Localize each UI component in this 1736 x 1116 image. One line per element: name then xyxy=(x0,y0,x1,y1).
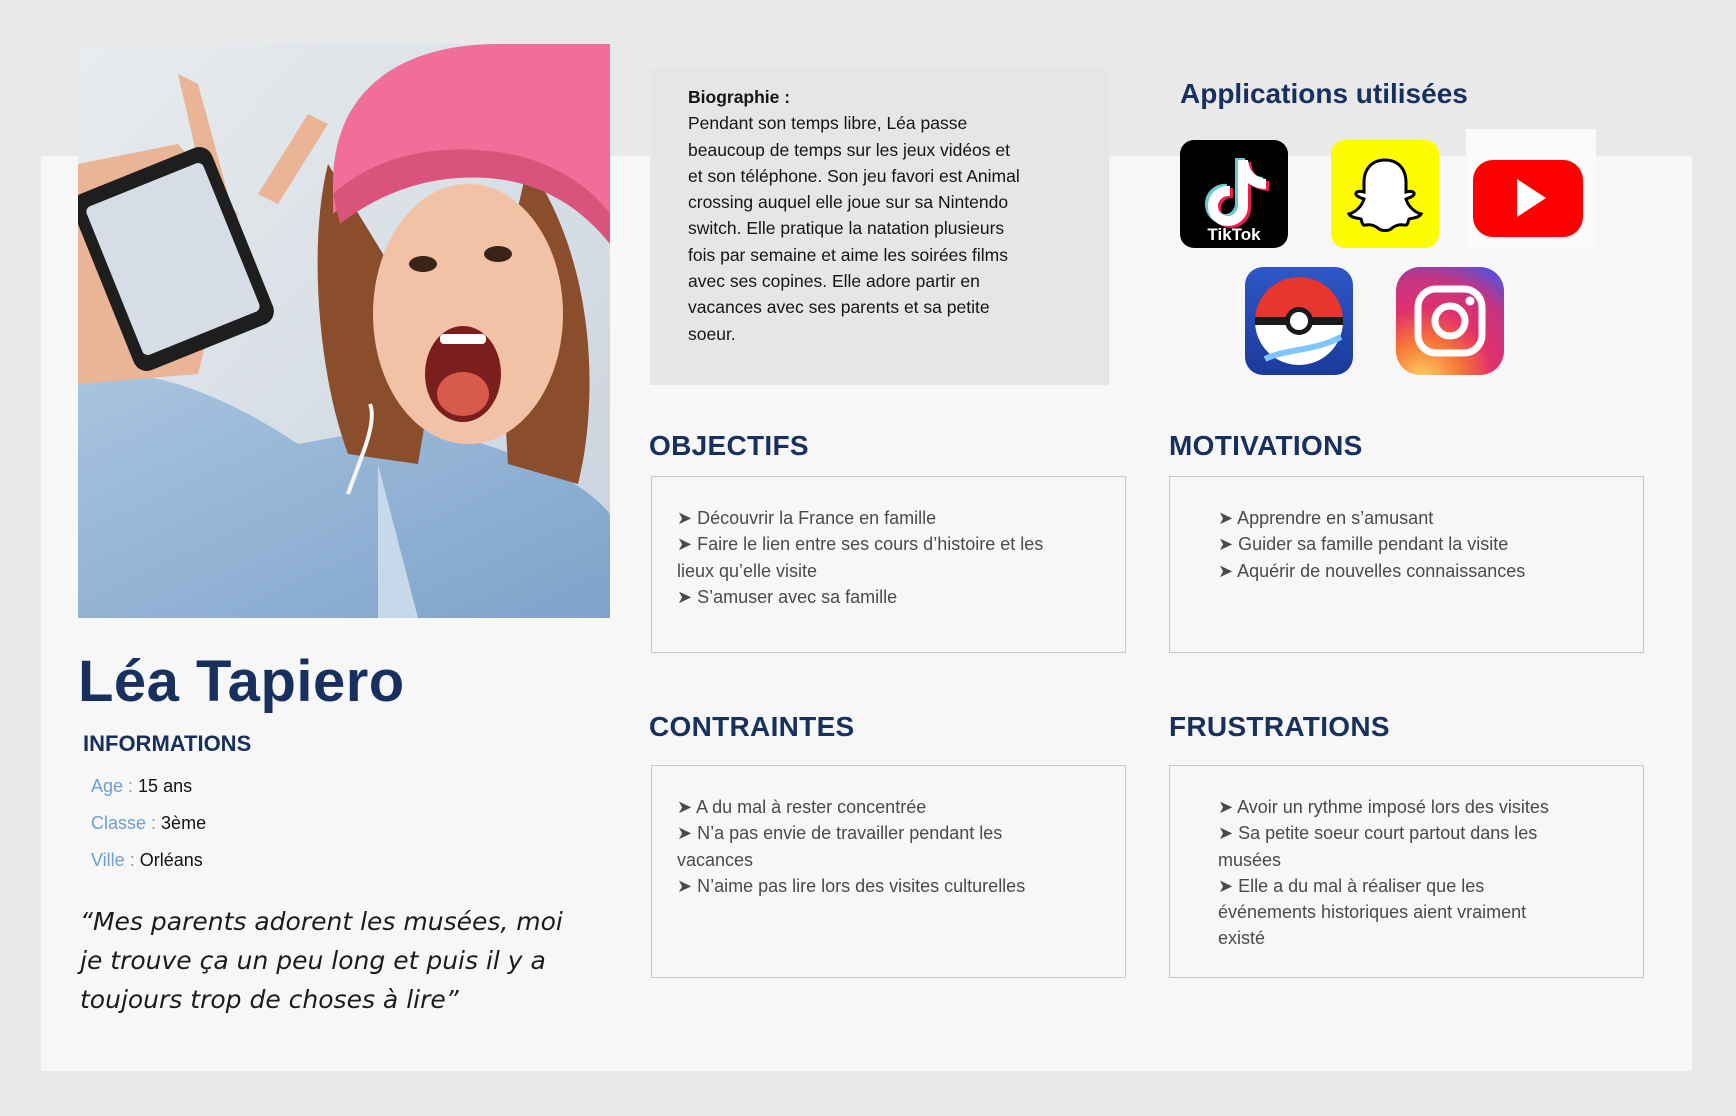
biography-line: fois par semaine et aime les soirées films xyxy=(688,244,1008,265)
list-item: ➤ Faire le lien entre ses cours d’histoire et les xyxy=(677,534,1044,555)
contraintes-heading: CONTRAINTES xyxy=(649,711,855,742)
biography-panel xyxy=(650,68,1109,385)
list-item: événements historiques aient vraiment xyxy=(1218,902,1527,923)
list-item: existé xyxy=(1218,928,1266,949)
frustrations-box xyxy=(1169,765,1644,978)
quote-line: toujours trop de choses à lire” xyxy=(80,985,459,1014)
youtube-icon xyxy=(1466,129,1596,249)
list-item: ➤ A du mal à rester concentrée xyxy=(677,797,927,817)
biography-line: vacances avec ses parents et sa petite xyxy=(688,297,990,318)
city-row xyxy=(91,850,203,871)
motivations-heading: MOTIVATIONS xyxy=(1169,430,1363,461)
biography-line: Pendant son temps libre, Léa passe xyxy=(688,113,968,134)
list-item: vacances xyxy=(677,849,754,870)
objectifs-heading: OBJECTIFS xyxy=(649,430,809,461)
list-item: musées xyxy=(1218,849,1282,870)
persona-name: Léa Tapiero xyxy=(78,649,405,714)
tiktok-icon xyxy=(1180,140,1288,248)
contraintes-box xyxy=(651,765,1126,978)
snapchat-icon xyxy=(1331,140,1439,248)
list-item: lieux qu’elle visite xyxy=(677,560,818,581)
list-item: ➤ Avoir un rythme imposé lors des visites xyxy=(1218,797,1549,817)
biography-line: crossing auquel elle joue sur sa Nintendo xyxy=(688,192,1009,213)
frustrations-heading: FRUSTRATIONS xyxy=(1169,711,1390,742)
age-row xyxy=(91,776,192,797)
motivations-box xyxy=(1169,476,1644,653)
biography-line: avec ses copines. Elle adore partir en xyxy=(688,271,980,292)
class-label: Classe : xyxy=(91,813,157,833)
age-label: Age : xyxy=(91,776,134,796)
list-item: ➤ Découvrir la France en famille xyxy=(677,508,937,528)
apps-heading: Applications utilisées xyxy=(1180,78,1468,109)
biography-line: soeur. xyxy=(688,323,736,344)
list-item: ➤ Aquérir de nouvelles connaissances xyxy=(1218,560,1526,581)
biography-line: beaucoup de temps sur les jeux vidéos et xyxy=(688,139,1010,160)
instagram-icon xyxy=(1396,267,1504,375)
biography-line: et son téléphone. Son jeu favori est Animal xyxy=(688,165,1020,186)
list-item: ➤ Guider sa famille pendant la visite xyxy=(1218,534,1509,555)
class-value: 3ème xyxy=(161,813,207,833)
city-label: Ville : xyxy=(91,850,135,870)
tiktok-wordmark: TikTok xyxy=(1207,225,1261,244)
list-item: ➤ N’a pas envie de travailler pendant les xyxy=(677,823,1003,844)
quote-line: “Mes parents adorent les musées, moi xyxy=(80,907,563,936)
city-value: Orléans xyxy=(139,850,203,870)
class-row xyxy=(91,813,206,834)
biography-line: switch. Elle pratique la natation plusieurs xyxy=(688,218,1005,239)
quote-line: je trouve ça un peu long et puis il y a xyxy=(80,946,546,975)
biography-title: Biographie : xyxy=(688,87,791,107)
informations-heading: INFORMATIONS xyxy=(83,731,252,756)
list-item: ➤ N’aime pas lire lors des visites culturelles xyxy=(677,875,1026,896)
list-item: ➤ S’amuser avec sa famille xyxy=(677,586,898,607)
persona-photo xyxy=(78,44,610,618)
pokemon-go-icon xyxy=(1245,267,1353,375)
list-item: ➤ Apprendre en s’amusant xyxy=(1218,508,1434,528)
objectifs-box xyxy=(651,476,1126,653)
list-item: ➤ Sa petite soeur court partout dans les xyxy=(1218,823,1538,844)
age-value: 15 ans xyxy=(138,776,193,796)
persona-quote xyxy=(80,902,600,1019)
list-item: ➤ Elle a du mal à réaliser que les xyxy=(1218,875,1485,896)
